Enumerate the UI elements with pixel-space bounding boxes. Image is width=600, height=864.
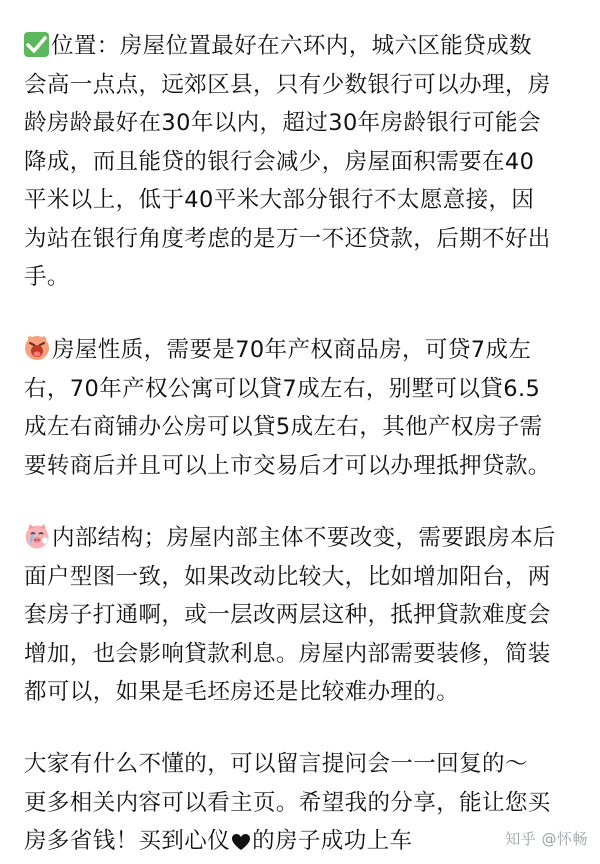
paragraph-closing	[24, 745, 582, 864]
text-line: 更多相关内容可以看主页。希望我的分享，能让您买	[24, 789, 551, 816]
text-line-content: 房多省钱！买到心仪	[24, 828, 231, 854]
text-line: 龄房龄最好在30年以内，超过30年房龄银行可能会	[24, 110, 541, 136]
text-line: 要转商后并且可以上市交易后才可以办理抵押贷款。	[24, 452, 551, 479]
text-line: 套房子打通啊，或一层改两层这种，抵押貸款难度会	[24, 602, 551, 628]
text-line: 降成，而且能贷的银行会减少，房屋面积需要在40	[24, 148, 535, 175]
text-line: 面户型图一致，如果改动比较大，比如增加阳台，两	[24, 563, 551, 590]
text-line: 大家有什么不懂的，可以留言提问会一一回复的～	[24, 751, 528, 777]
paragraph-location	[24, 27, 582, 297]
paragraph-property-type	[24, 331, 582, 485]
text-line	[24, 519, 582, 558]
text-line-content: 内部结构；房屋内部主体不要改变，需要跟房本后	[52, 525, 556, 551]
text-line: 手。	[24, 264, 70, 290]
shouting-face-icon	[24, 335, 50, 361]
text-line: 增加，也会影响貸款利息。房屋内部需要装修，简装	[24, 640, 551, 667]
text-line	[24, 27, 582, 66]
text-line: 成左右商铺办公房可以貸5成左右，其他产权房子需	[24, 414, 543, 440]
heart-icon	[231, 825, 251, 864]
crying-pig-face-icon	[24, 523, 50, 549]
text-line: 会高一点点，远郊区县，只有少数银行可以办理，房	[24, 71, 551, 98]
watermark: 知乎 @怀畅	[505, 830, 588, 848]
text-line-content: 位置：房屋位置最好在六环内，城六区能贷成数	[51, 33, 532, 59]
text-line: 为站在银行角度考虑的是万一不还贷款，后期不好出	[24, 225, 551, 252]
text-line-content: 的房子成功上车	[252, 828, 413, 854]
text-line-content: 房屋性质，需要是70年产权商品房，可贷7成左	[52, 337, 532, 363]
text-line: 右，70年产权公寓可以貸7成左右，别墅可以貸6.5	[24, 375, 541, 402]
text-line: 平米以上，低于40平米大部分银行不太愿意接，因	[24, 187, 535, 213]
paragraph-internal-structure	[24, 519, 582, 712]
text-line	[24, 822, 582, 864]
check-mark-icon	[24, 32, 49, 57]
text-line: 都可以，如果是毛坯房还是比较难办理的。	[24, 679, 460, 705]
text-line	[24, 331, 582, 370]
